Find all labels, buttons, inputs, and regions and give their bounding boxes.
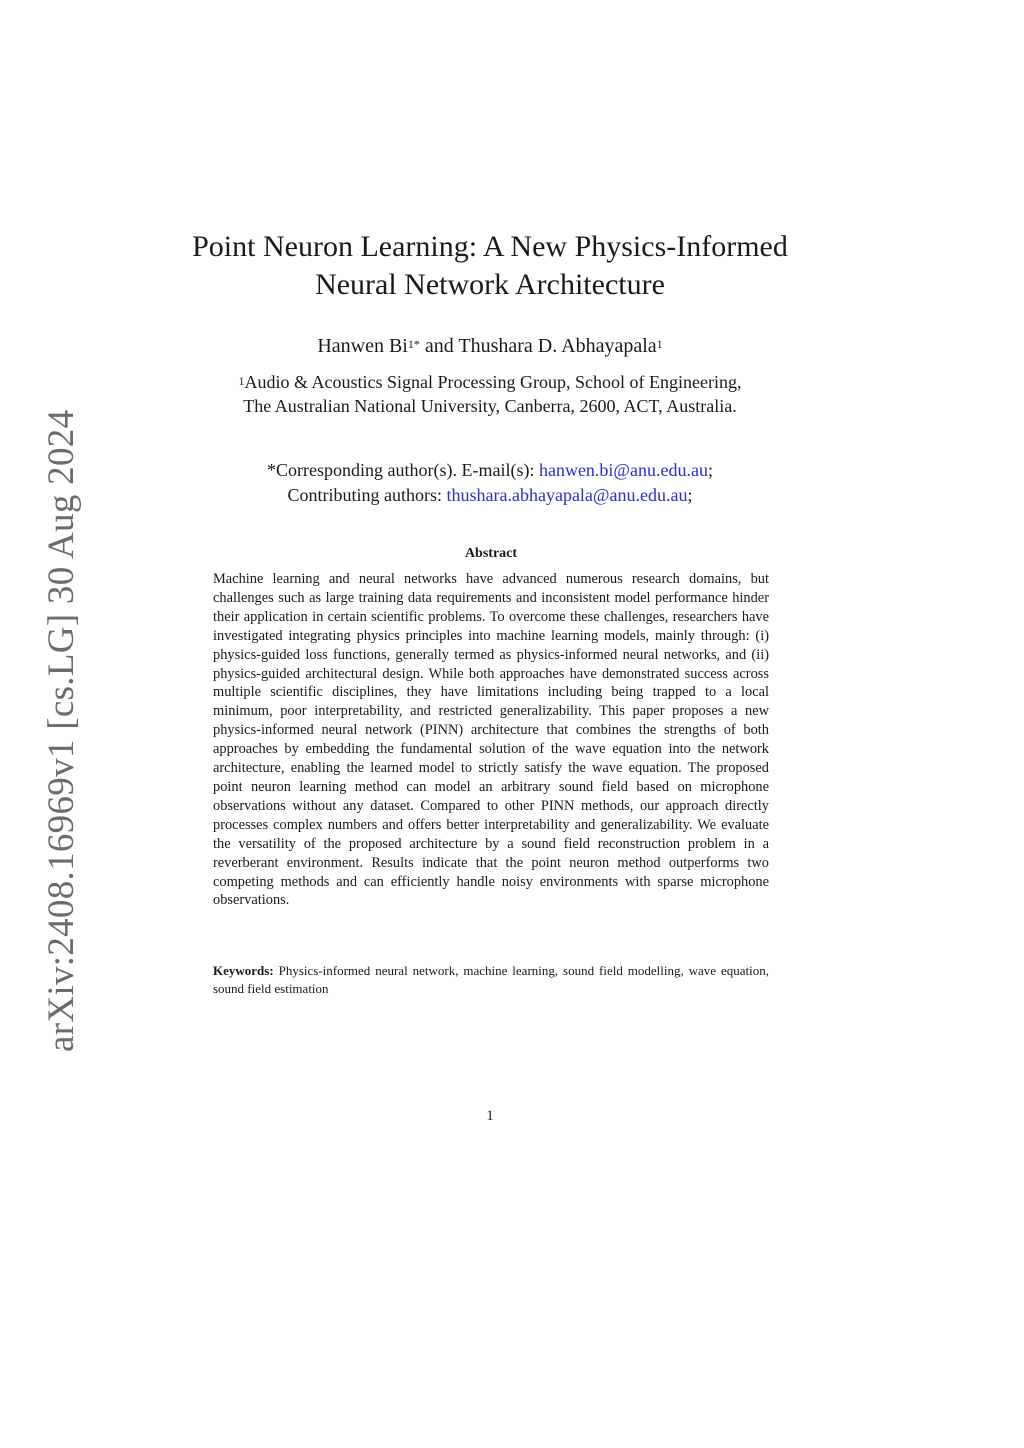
separator: ; <box>707 460 713 480</box>
page-number: 1 <box>486 1108 494 1124</box>
arxiv-identifier: arXiv:2408.16969v1 [cs.LG] 30 Aug 2024 <box>41 409 82 1052</box>
contributing-authors-line <box>150 483 830 508</box>
keywords-text: Physics-informed neural network, machine learning, sound field modelling, wave equation, sound field estimation <box>213 963 773 996</box>
author-name: Thushara D. Abhayapala <box>458 335 657 357</box>
keywords-label: Keywords: <box>213 963 274 978</box>
corresponding-email-link[interactable]: hanwen.bi@anu.edu.au <box>538 460 708 480</box>
affiliation <box>150 370 830 418</box>
author-affiliation-mark: 1 <box>656 337 663 351</box>
author-list <box>150 333 830 359</box>
author-affiliation-mark: 1* <box>407 337 420 351</box>
title-line-1: Point Neuron Learning: A New Physics-Informed <box>192 230 788 263</box>
title-line-2: Neural Network Architecture <box>315 268 665 301</box>
contributing-email-link[interactable]: thushara.abhayapala@anu.edu.au <box>446 485 688 505</box>
paper-title <box>150 228 830 304</box>
keywords <box>213 962 773 998</box>
corresponding-label: *Corresponding author(s). E-mail(s): <box>267 460 539 480</box>
abstract-text: Machine learning and neural networks have advanced numerous research domains, but challenges such as large training data requirements and inconsistent model performance hinder their application in certain scientific problems. To overcome these challenges, researchers have investigated integrating physics principles into machine learning models, mainly through: (i) physics-guided loss functions, generally termed as physics-informed neural networks, and (ii) physics-guided architectural design. While both approaches have demonstrated success across multiple scientific disciplines, they have limitations including being trapped to a local minimum, poor interpretability, and restricted generalizability. This paper proposes a new physics-informed neural network (PINN) architecture that combines the strengths of both approaches by embedding the fundamental solution of the wave equation into the network architecture, enabling the learned model to strictly satisfy the wave equation. The proposed point neuron learning method can model an arbitrary sound field based on microphone observations without any dataset. Compared to other PINN methods, our approach directly processes complex numbers and offers better interpretability and generalizability. We evaluate the versatility of the proposed architecture by a sound field reconstruction problem in a reverberant environment. Results indicate that the point neuron method outperforms two competing methods and can efficiently handle noisy environments with sparse microphone observations. <box>213 571 769 909</box>
abstract-heading: Abstract <box>464 546 518 561</box>
contact-info <box>150 458 830 508</box>
author-name: Hanwen Bi <box>317 335 408 357</box>
affiliation-line-1: $^1$Audio & Acoustics Signal Processing Group, School of Engineering, <box>238 372 742 392</box>
affiliation-line-2: The Australian National University, Canberra, 2600, ACT, Australia. <box>243 396 737 416</box>
separator: ; <box>687 485 693 505</box>
corresponding-author-line <box>150 458 830 483</box>
author-separator: and <box>419 335 459 357</box>
contributing-label: Contributing authors: <box>287 485 447 505</box>
affiliation-mark: 1 <box>238 374 245 388</box>
